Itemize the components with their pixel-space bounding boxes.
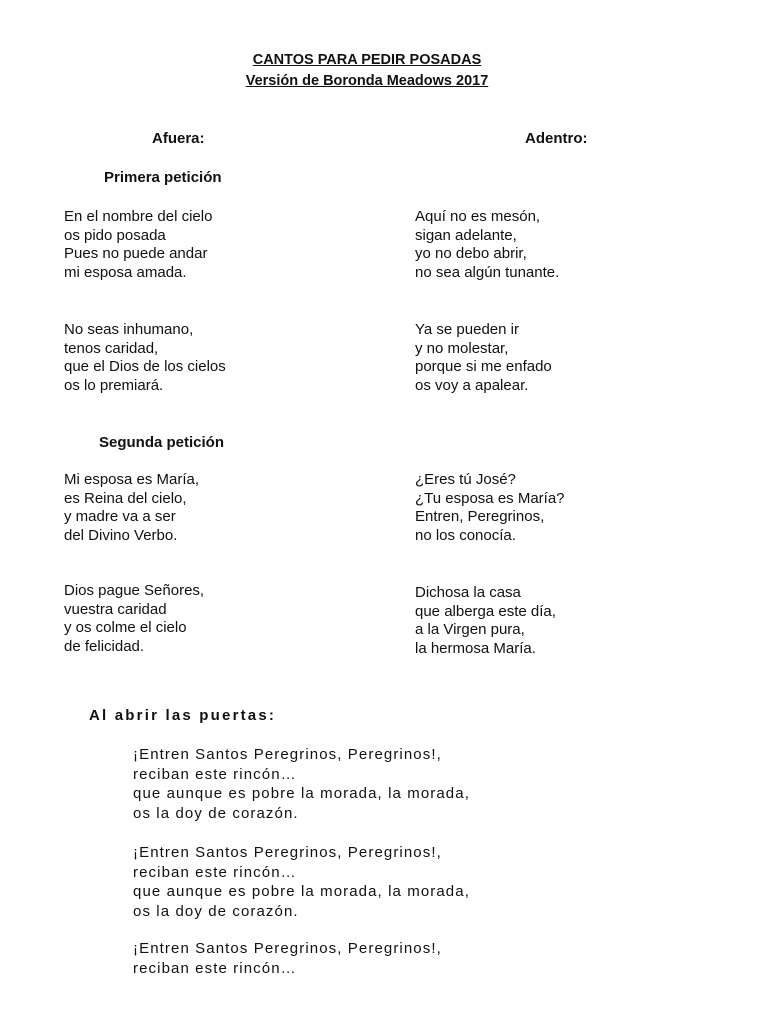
stanza-line: porque si me enfado: [415, 358, 552, 376]
stanza-line: que alberga este día,: [415, 602, 556, 620]
stanza-line: Ya se pueden ir: [415, 321, 519, 338]
chorus-verse-1: [133, 745, 470, 823]
section-heading-opening-doors: Al abrir las puertas:: [89, 707, 277, 724]
stanza-outside-1: [64, 208, 212, 283]
stanza-line: no sea algún tunante.: [415, 264, 560, 282]
chorus-line: os la doy de corazón.: [133, 902, 299, 920]
stanza-line: de felicidad.: [64, 638, 145, 656]
stanza-line: la hermosa María.: [415, 640, 536, 658]
column-heading-outside: Afuera:: [152, 130, 205, 147]
stanza-outside-3: [64, 471, 199, 546]
stanza-line: sigan adelante,: [415, 226, 517, 244]
chorus-line: que aunque es pobre la morada, la morada,: [133, 883, 470, 900]
stanza-line: tenos caridad,: [64, 339, 159, 357]
stanza-line: No seas inhumano,: [64, 321, 194, 338]
stanza-line: ¿Tu esposa es María?: [415, 489, 565, 507]
stanza-line: En el nombre del cielo: [64, 208, 213, 225]
stanza-line: mi esposa amada.: [64, 264, 187, 282]
section-heading-second-petition: Segunda petición: [99, 434, 225, 451]
stanza-line: os pido posada: [64, 226, 166, 244]
stanza-inside-1: [415, 208, 559, 283]
chorus-line: ¡Entren Santos Peregrinos, Peregrinos!,: [133, 844, 442, 861]
stanza-line: Dichosa la casa: [415, 584, 521, 601]
stanza-line: ¿Eres tú José?: [415, 471, 516, 488]
chorus-line: ¡Entren Santos Peregrinos, Peregrinos!,: [133, 746, 442, 763]
chorus-verse-3: [133, 939, 442, 978]
stanza-outside-4: [64, 582, 204, 657]
stanza-line: del Divino Verbo.: [64, 527, 178, 545]
stanza-line: que el Dios de los cielos: [64, 358, 226, 376]
stanza-line: y no molestar,: [415, 339, 509, 357]
column-heading-inside: Adentro:: [525, 130, 588, 147]
stanza-inside-4: [415, 584, 556, 659]
stanza-line: os lo premiará.: [64, 377, 164, 395]
stanza-line: Entren, Peregrinos,: [415, 508, 545, 526]
section-heading-first-petition: Primera petición: [104, 169, 222, 186]
chorus-verse-2: [133, 843, 470, 921]
stanza-line: es Reina del cielo,: [64, 489, 187, 507]
stanza-line: y madre va a ser: [64, 508, 176, 526]
stanza-line: y os colme el cielo: [64, 619, 187, 637]
chorus-line: ¡Entren Santos Peregrinos, Peregrinos!,: [133, 940, 442, 957]
stanza-line: Dios pague Señores,: [64, 582, 205, 599]
chorus-line: reciban este rincón…: [133, 765, 297, 783]
document-title: CANTOS PARA PEDIR POSADAS: [252, 52, 482, 68]
chorus-line: reciban este rincón…: [133, 863, 297, 881]
chorus-line: reciban este rincón…: [133, 959, 297, 977]
chorus-line: que aunque es pobre la morada, la morada,: [133, 785, 470, 802]
stanza-inside-3: [415, 471, 565, 546]
document-subtitle: Versión de Boronda Meadows 2017: [245, 73, 489, 89]
stanza-line: no los conocía.: [415, 527, 516, 545]
stanza-line: Aquí no es mesón,: [415, 208, 541, 225]
stanza-line: Pues no puede andar: [64, 245, 208, 263]
chorus-line: os la doy de corazón.: [133, 804, 299, 822]
stanza-line: yo no debo abrir,: [415, 245, 527, 263]
stanza-line: vuestra caridad: [64, 600, 167, 618]
stanza-outside-2: [64, 321, 226, 396]
stanza-line: Mi esposa es María,: [64, 471, 200, 488]
stanza-inside-2: [415, 321, 552, 396]
stanza-line: os voy a apalear.: [415, 377, 529, 395]
stanza-line: a la Virgen pura,: [415, 621, 525, 639]
